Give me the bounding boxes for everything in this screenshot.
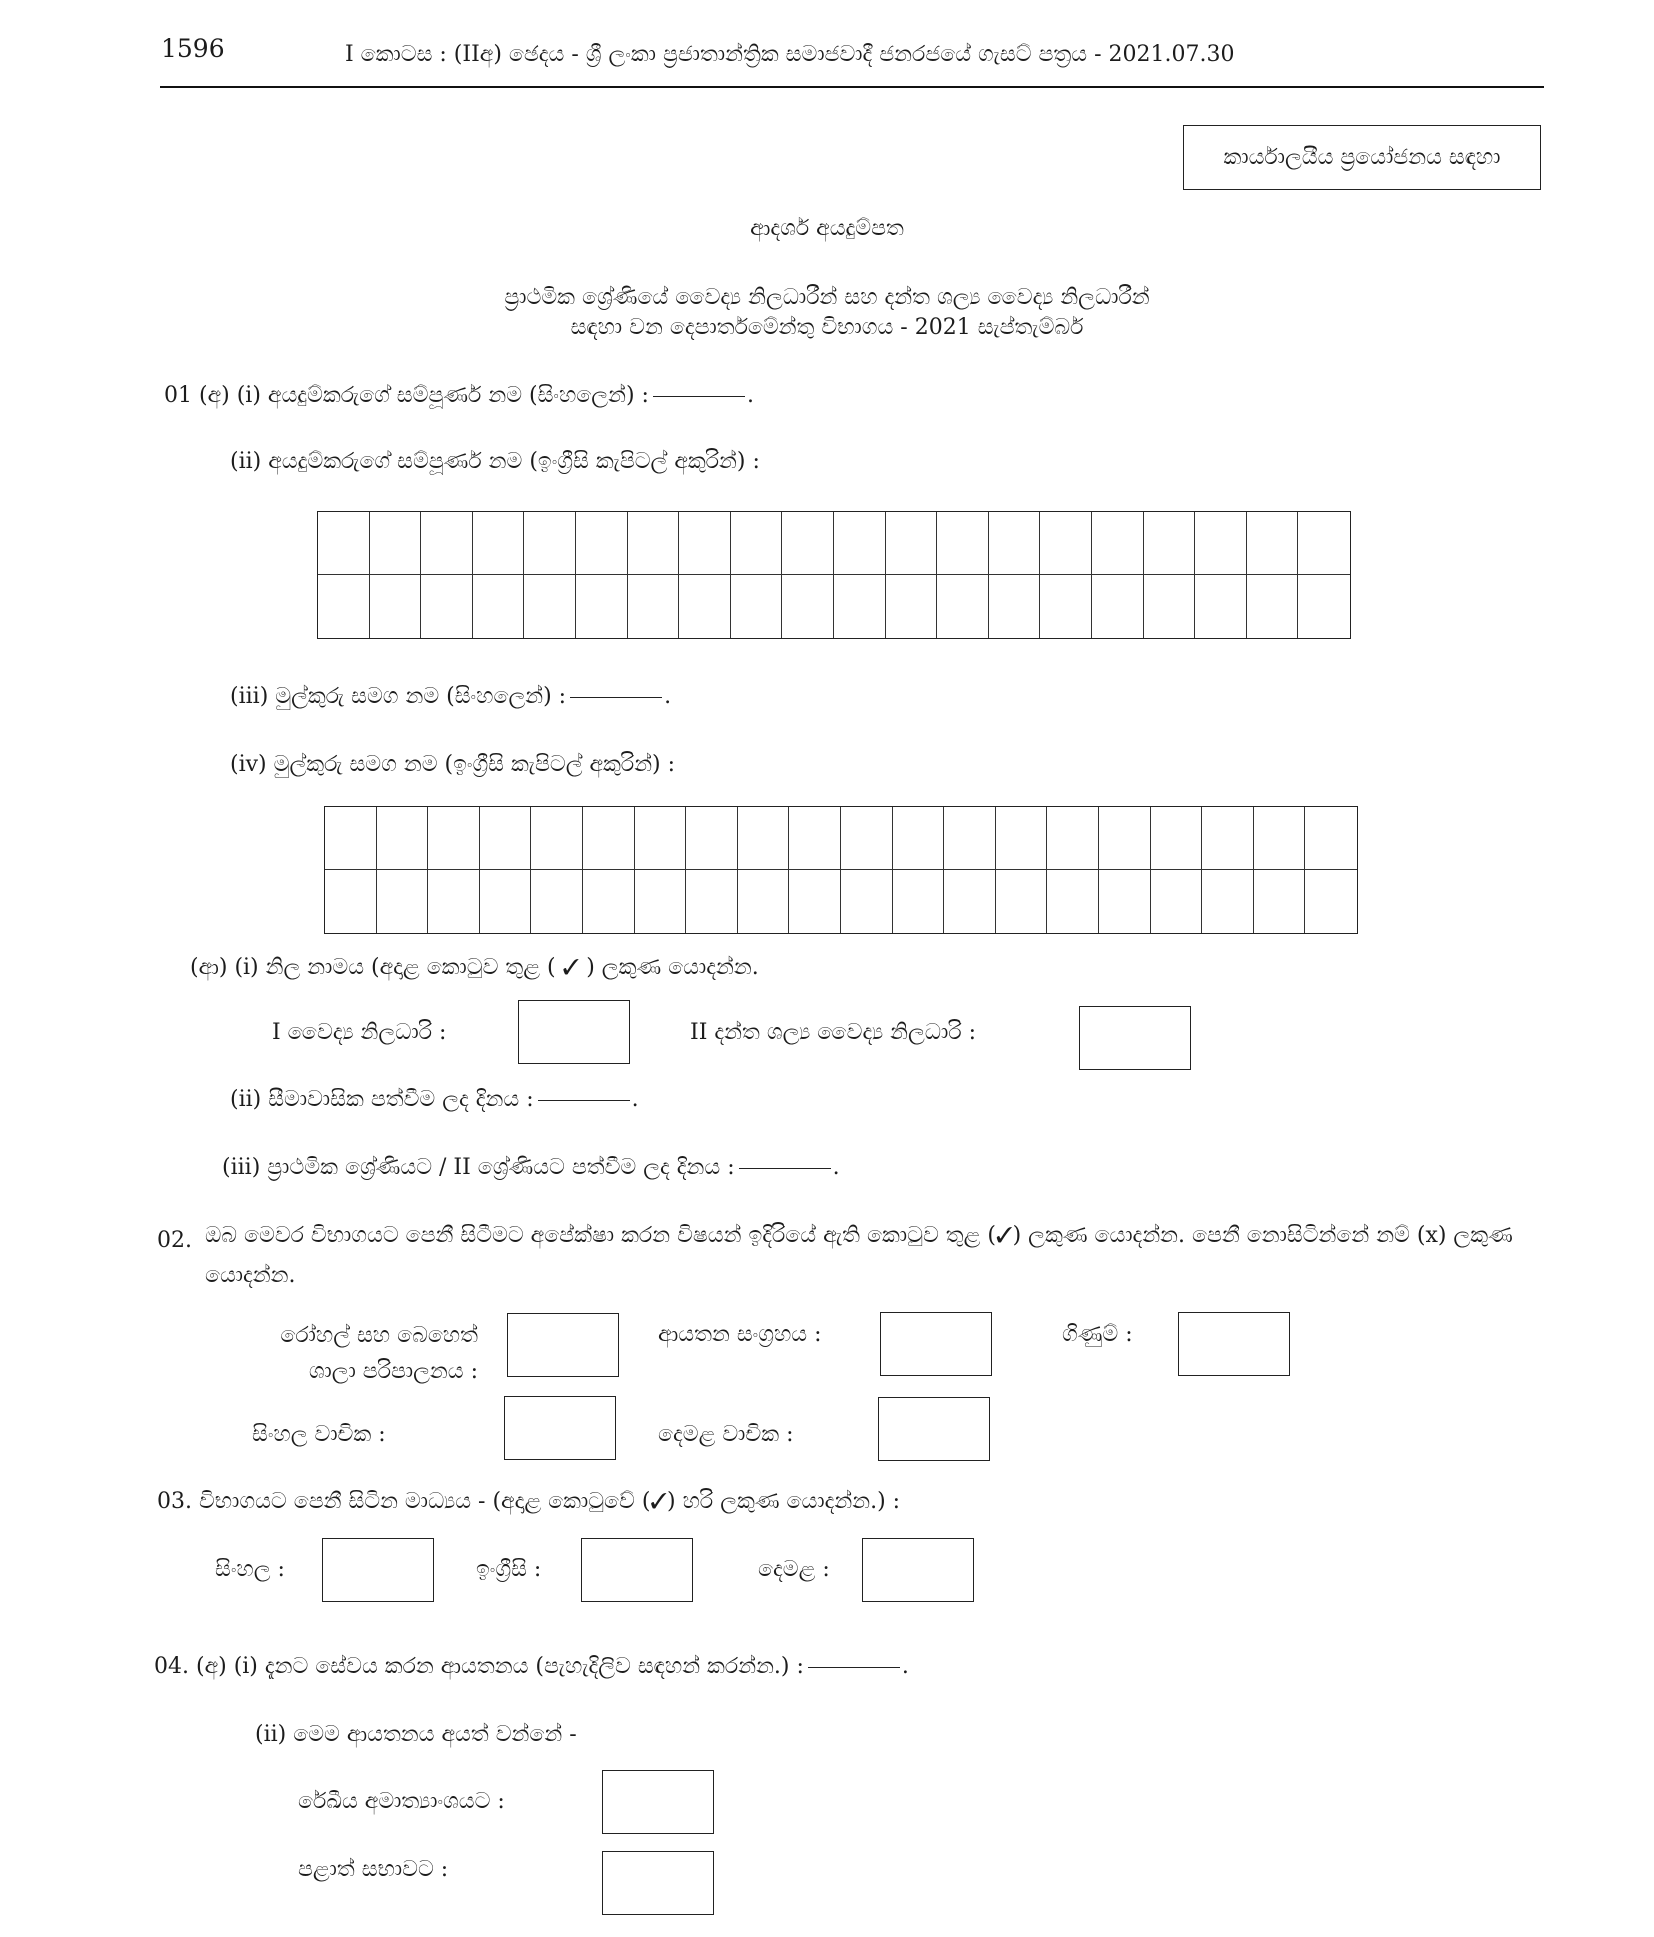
letter-cell[interactable] — [893, 807, 945, 870]
provincial-council-label: පළාත් සභාවට : — [298, 1857, 449, 1882]
letter-cell[interactable] — [370, 575, 422, 638]
letter-cell[interactable] — [325, 807, 377, 870]
medium-tamil-label: දෙමළ : — [758, 1557, 830, 1582]
letter-cell[interactable] — [576, 575, 628, 638]
line-ministry-box[interactable] — [602, 1770, 714, 1834]
letter-cell[interactable] — [1151, 807, 1203, 870]
letter-cell[interactable] — [1298, 575, 1350, 638]
letter-cell[interactable] — [628, 575, 680, 638]
subject-hospital-admin-label — [200, 1318, 478, 1390]
subject-sinhala-oral-box[interactable] — [504, 1396, 616, 1460]
letter-cell[interactable] — [1195, 512, 1247, 575]
fill-line[interactable] — [653, 396, 745, 397]
letter-cell[interactable] — [1144, 512, 1196, 575]
subject-hospital-admin-line1: රෝහල් සහ බෙහෙත් — [280, 1323, 478, 1348]
letter-cell[interactable] — [738, 870, 790, 933]
letter-cell[interactable] — [1254, 807, 1306, 870]
letter-cell[interactable] — [628, 512, 680, 575]
subject-tamil-oral-label: දෙමළ වාචික : — [658, 1422, 794, 1447]
office-use-box — [1183, 125, 1541, 190]
subject-tamil-oral-box[interactable] — [878, 1397, 990, 1461]
letter-cell[interactable] — [370, 512, 422, 575]
q01-a-i-label: 01 (අ) (i) අයදුම්කරුගේ සම්පූර්ණ නම (සිංහලෙන්) : . — [164, 383, 754, 408]
letter-cell[interactable] — [1092, 512, 1144, 575]
designation-medical-officer-box[interactable] — [518, 1000, 630, 1064]
letter-cell[interactable] — [1298, 512, 1350, 575]
letter-cell[interactable] — [1305, 807, 1357, 870]
letter-cell[interactable] — [473, 512, 525, 575]
q04-a-i-label: 04. (අ) (i) දැනට සේවය කරන ආයතනය (පැහැදිලිව සඳහන් කරන්න.) : . — [154, 1654, 909, 1679]
designation-dental-officer-label: II දන්ත ශල්‍ය වෛද්‍ය නිලධාරි : — [690, 1020, 977, 1045]
letter-cell[interactable] — [524, 575, 576, 638]
letter-cell[interactable] — [635, 870, 687, 933]
letter-cell[interactable] — [524, 512, 576, 575]
letter-cell[interactable] — [937, 512, 989, 575]
letter-cell[interactable] — [679, 575, 731, 638]
subject-establishment-code-box[interactable] — [880, 1312, 992, 1376]
letter-cell[interactable] — [944, 870, 996, 933]
letter-cell[interactable] — [1195, 575, 1247, 638]
fill-line[interactable] — [808, 1667, 900, 1668]
letter-cell[interactable] — [531, 870, 583, 933]
letter-cell[interactable] — [1151, 870, 1203, 933]
exam-title-line2: සඳහා වන දෙපාර්තමේන්තු විභාගය - 2021 සැප්තැම්බර් — [570, 315, 1084, 340]
q02-instruction: ඔබ මෙවර විභාගයට පෙනී සිටීමට අපේක්ෂා කරන විෂයන් ඉදිරියේ ඇති කොටුව තුළ (✓) ලකුණ යොදන්න. පෙනී නොසිටින්නේ නම් (x) ලකුණ යොදන්න. — [205, 1223, 1513, 1288]
letter-cell[interactable] — [318, 575, 370, 638]
q01-b-iii-label: (iii) ප්‍රාථමික ශ්‍රේණියට / II ශ්‍රේණියට පත්වීම ලද දිනය : . — [222, 1155, 840, 1180]
q01-a-iv-label: (iv) මුල්කුරු සමග නම (ඉංග්‍රීසි කැපිටල් අකුරින්) : — [230, 752, 676, 777]
q01-b-i-label: (ආ) (i) නිල නාමය (අදාළ කොටුව තුළ ( ✓ ) ලකුණ යොදන්න. — [190, 955, 759, 980]
letter-cell[interactable] — [834, 575, 886, 638]
q01-a-ii-label: (ii) අයදුම්කරුගේ සම්පූර්ණ නම (ඉංග්‍රීසි කැපිටල් අකුරින්) : — [230, 449, 760, 474]
letter-cell[interactable] — [996, 807, 1048, 870]
provincial-council-box[interactable] — [602, 1851, 714, 1915]
medium-sinhala-box[interactable] — [322, 1538, 434, 1602]
subject-accounts-box[interactable] — [1178, 1312, 1290, 1376]
subject-sinhala-oral-label: සිංහල වාචික : — [252, 1422, 386, 1447]
letter-cell[interactable] — [318, 512, 370, 575]
letter-cell[interactable] — [1305, 870, 1357, 933]
subject-accounts-label: ගිණුම් : — [1062, 1322, 1133, 1347]
designation-dental-officer-box[interactable] — [1079, 1006, 1191, 1070]
running-title: I කොටස : (IIඅ) ඡෙදය - ශ්‍රී ලංකා ප්‍රජාතාන්ත්‍රික සමාජවාදී ජනරජයේ ගැසට් පත්‍රය - 2021.07.30 — [345, 42, 1235, 67]
fill-line[interactable] — [739, 1168, 831, 1169]
letter-cell[interactable] — [480, 870, 532, 933]
letter-cell[interactable] — [679, 512, 731, 575]
q01-a-iii-label: (iii) මුල්කුරු සමග නම (සිංහලෙන්) : . — [230, 684, 672, 709]
letter-cell[interactable] — [377, 807, 429, 870]
page-number: 1596 — [161, 34, 225, 63]
letter-cell[interactable] — [1047, 870, 1099, 933]
letter-cell[interactable] — [531, 807, 583, 870]
fill-line[interactable] — [570, 697, 662, 698]
letter-cell[interactable] — [996, 870, 1048, 933]
letter-cell[interactable] — [1247, 512, 1299, 575]
letter-cell[interactable] — [1040, 575, 1092, 638]
letter-cell[interactable] — [421, 512, 473, 575]
letter-cell[interactable] — [893, 870, 945, 933]
letter-cell[interactable] — [1202, 807, 1254, 870]
letter-cell[interactable] — [841, 870, 893, 933]
letter-cell[interactable] — [886, 575, 938, 638]
medium-english-box[interactable] — [581, 1538, 693, 1602]
letter-cell[interactable] — [782, 512, 834, 575]
letter-cell[interactable] — [1092, 575, 1144, 638]
medium-sinhala-label: සිංහල : — [215, 1557, 285, 1582]
designation-medical-officer-label: I වෛද්‍ය නිලධාරි : — [272, 1020, 447, 1045]
letter-cell[interactable] — [731, 512, 783, 575]
letter-cell[interactable] — [1040, 512, 1092, 575]
letter-cell[interactable] — [1247, 575, 1299, 638]
letter-cell[interactable] — [686, 870, 738, 933]
line-ministry-label: රේඛීය අමාත්‍යාංශයට : — [298, 1789, 505, 1814]
letter-cell[interactable] — [989, 575, 1041, 638]
letter-cell[interactable] — [738, 807, 790, 870]
letter-cell[interactable] — [731, 575, 783, 638]
letter-cell[interactable] — [782, 575, 834, 638]
letter-cell[interactable] — [635, 807, 687, 870]
letter-cell[interactable] — [1099, 807, 1151, 870]
header-rule — [160, 86, 1544, 88]
letter-cell[interactable] — [473, 575, 525, 638]
letter-cell[interactable] — [1047, 807, 1099, 870]
letter-cell[interactable] — [1202, 870, 1254, 933]
q04-a-ii-label: (ii) මෙම ආයතනය අයත් වන්නේ - — [255, 1722, 577, 1747]
initials-english-grid[interactable] — [324, 806, 1358, 934]
letter-cell[interactable] — [937, 575, 989, 638]
fill-line[interactable] — [538, 1100, 630, 1101]
letter-cell[interactable] — [841, 807, 893, 870]
letter-cell[interactable] — [428, 807, 480, 870]
q03-instruction: 03. විභාගයට පෙනී සිටින මාධ්‍යය - (අදාළ කොටුවේ (✓) හරි ලකුණ යොදන්න.) : — [157, 1489, 901, 1514]
exam-title-line1: ප්‍රාථමික ශ්‍රේණියේ වෛද්‍ය නිලධාරීන් සහ දන්ත ශල්‍ය වෛද්‍ය නිලධාරීන් — [504, 285, 1150, 310]
subject-hospital-admin-box[interactable] — [507, 1313, 619, 1377]
letter-cell[interactable] — [325, 870, 377, 933]
letter-cell[interactable] — [1144, 575, 1196, 638]
form-title: ආදර්ශ අයදුම්පත — [750, 216, 904, 241]
letter-cell[interactable] — [428, 870, 480, 933]
letter-cell[interactable] — [377, 870, 429, 933]
letter-cell[interactable] — [989, 512, 1041, 575]
letter-cell[interactable] — [480, 807, 532, 870]
q02-number: 02. — [157, 1228, 192, 1253]
letter-cell[interactable] — [583, 807, 635, 870]
letter-cell[interactable] — [1254, 870, 1306, 933]
letter-cell[interactable] — [834, 512, 886, 575]
letter-cell[interactable] — [576, 512, 628, 575]
medium-english-label: ඉංග්‍රීසි : — [476, 1557, 542, 1582]
name-english-grid[interactable] — [317, 511, 1351, 639]
letter-cell[interactable] — [421, 575, 473, 638]
letter-cell[interactable] — [789, 870, 841, 933]
letter-cell[interactable] — [789, 807, 841, 870]
subject-hospital-admin-line2: ශාලා පරිපාලනය : — [308, 1359, 478, 1384]
letter-cell[interactable] — [1099, 870, 1151, 933]
letter-cell[interactable] — [583, 870, 635, 933]
subject-establishment-code-label: ආයතන සංග්‍රහය : — [658, 1322, 822, 1347]
office-use-label: කාර්යාලයීය ප්‍රයෝජනය සඳහා — [1223, 145, 1501, 170]
letter-cell[interactable] — [886, 512, 938, 575]
q01-b-ii-label: (ii) සීමාවාසික පත්වීම ලද දිනය : . — [230, 1087, 639, 1112]
medium-tamil-box[interactable] — [862, 1538, 974, 1602]
letter-cell[interactable] — [686, 807, 738, 870]
letter-cell[interactable] — [944, 807, 996, 870]
